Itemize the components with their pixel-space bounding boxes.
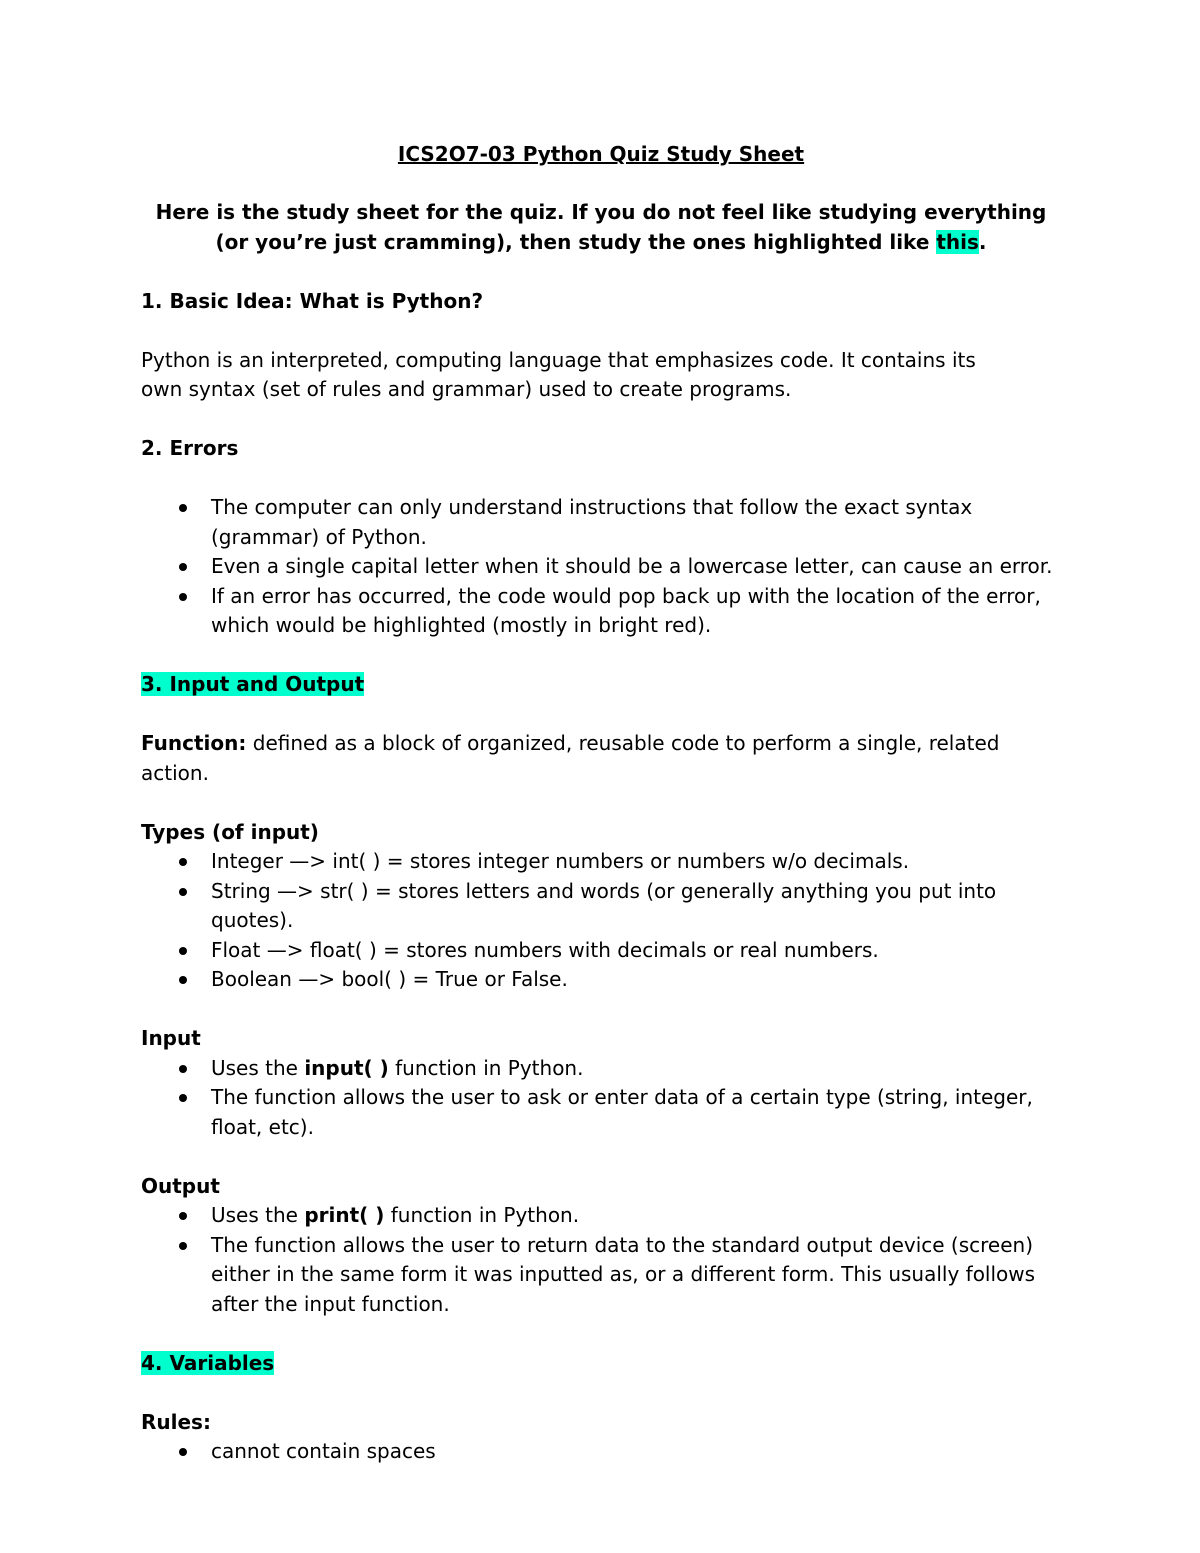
input-b1-pre: Uses the bbox=[211, 1055, 305, 1080]
types-list bbox=[141, 847, 1061, 995]
errors-list bbox=[141, 493, 1061, 641]
document-title: ICS2O7-03 Python Quiz Study Sheet bbox=[397, 142, 805, 166]
input-heading: Input bbox=[141, 1026, 201, 1050]
types-heading: Types (of input) bbox=[141, 819, 319, 844]
section-2-heading: 2. Errors bbox=[141, 436, 239, 460]
input-b1-post: function in Python. bbox=[388, 1055, 584, 1080]
rules-list bbox=[141, 1437, 1061, 1467]
list-item: The function allows the user to return data to the standard output device (screen) either in the same form it was inputted as, or a different form. This usually follows after the input function. bbox=[141, 1231, 1061, 1320]
section-3-heading bbox=[141, 670, 1061, 700]
intro-highlight-sample: this bbox=[936, 229, 979, 254]
list-item: Float —> float( ) = stores numbers with decimals or real numbers. bbox=[141, 936, 1061, 966]
input-list bbox=[141, 1054, 1061, 1143]
section-1-heading: 1. Basic Idea: What is Python? bbox=[141, 288, 484, 313]
output-b1-pre: Uses the bbox=[211, 1203, 305, 1227]
section-3-heading-text: 3. Input and Output bbox=[141, 672, 365, 696]
list-item: If an error has occurred, the code would pop back up with the location of the error, which would be highlighted (mostly in bright red). bbox=[141, 582, 1061, 641]
list-item: Even a single capital letter when it should be a lowercase letter, can cause an error. bbox=[141, 552, 1061, 582]
output-function-name: print( ) bbox=[304, 1203, 385, 1227]
function-text: defined as a block of organized, reusable code to perform a single, related action. bbox=[141, 731, 1000, 785]
intro-text: Here is the study sheet for the quiz. If you do not feel like studying everything (or you’re just cramming), then study the ones highlighted like bbox=[155, 200, 1047, 254]
rules-label: Rules: bbox=[141, 1409, 211, 1434]
list-item: Integer —> int( ) = stores integer numbers or numbers w/o decimals. bbox=[141, 847, 1061, 877]
list-item bbox=[141, 1201, 1061, 1231]
document-page bbox=[141, 140, 1061, 1467]
section-4-heading bbox=[141, 1349, 1061, 1379]
output-b1-post: function in Python. bbox=[384, 1203, 580, 1227]
list-item: The function allows the user to ask or enter data of a certain type (string, integer, float, etc). bbox=[141, 1083, 1061, 1142]
output-heading: Output bbox=[141, 1173, 220, 1198]
list-item: String —> str( ) = stores letters and words (or generally anything you put into quotes). bbox=[141, 877, 1061, 936]
output-list bbox=[141, 1201, 1061, 1319]
intro-end: . bbox=[978, 229, 987, 254]
function-definition bbox=[141, 729, 1061, 788]
intro-paragraph bbox=[141, 198, 1061, 257]
list-item bbox=[141, 1054, 1061, 1084]
section-1-body: Python is an interpreted, computing language that emphasizes code. It contains its own syntax (set of rules and grammar) used to create programs. bbox=[141, 347, 976, 401]
list-item: Boolean —> bool( ) = True or False. bbox=[141, 965, 1061, 995]
section-4-heading-text: 4. Variables bbox=[141, 1350, 275, 1375]
function-label: Function: bbox=[141, 731, 247, 755]
list-item: cannot contain spaces bbox=[141, 1437, 1061, 1467]
list-item: The computer can only understand instructions that follow the exact syntax (grammar) of Python. bbox=[141, 493, 1061, 552]
input-function-name: input( ) bbox=[304, 1055, 389, 1080]
